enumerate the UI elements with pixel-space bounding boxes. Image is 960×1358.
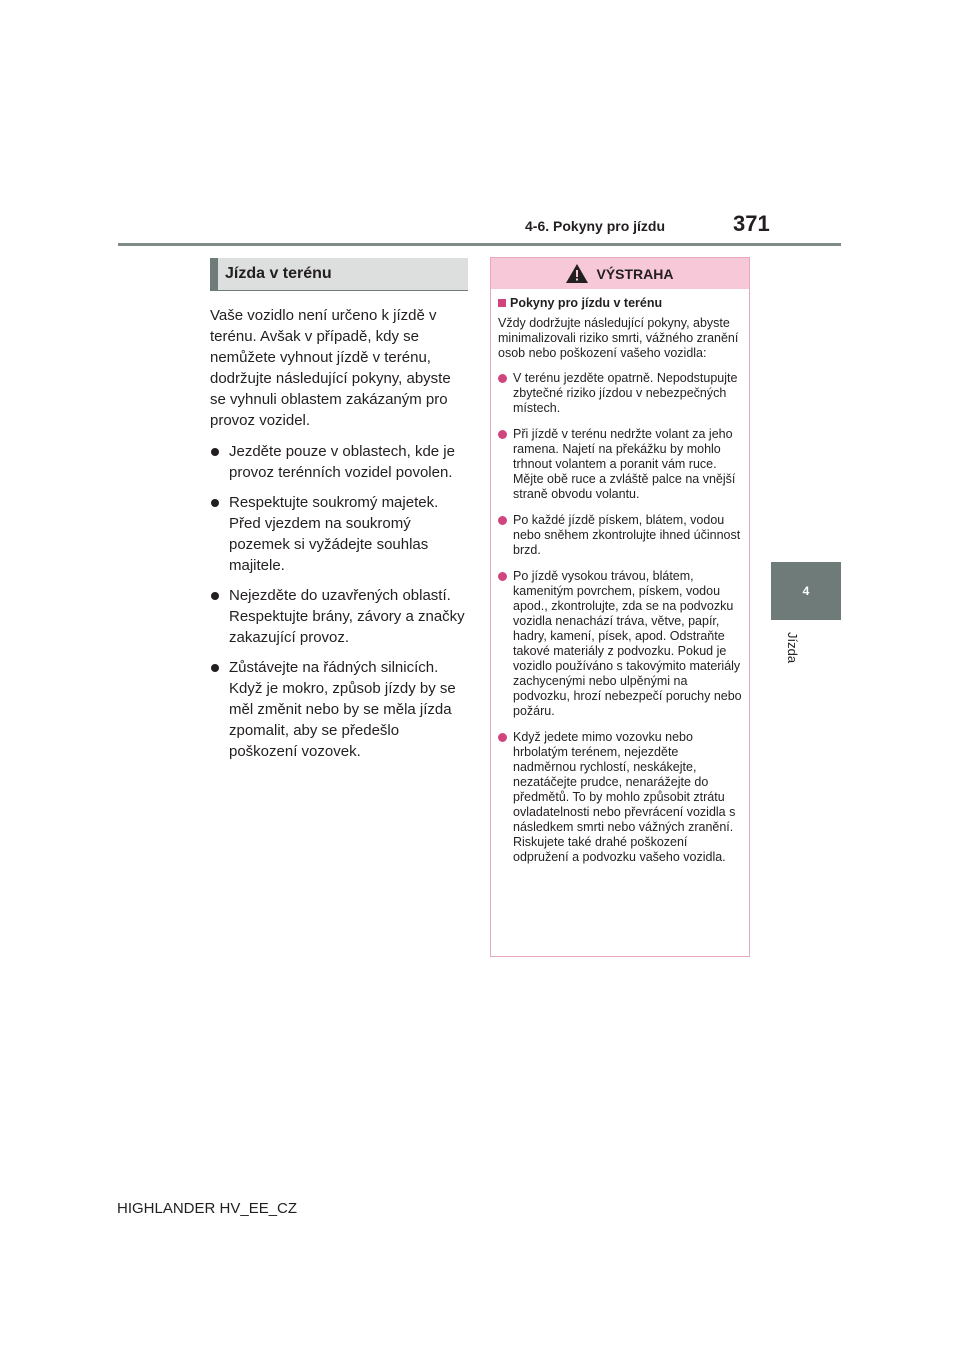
- warning-triangle-icon: [566, 264, 588, 283]
- section-title: 4-6. Pokyny pro jízdu: [525, 218, 666, 234]
- bullet-icon: [211, 448, 219, 456]
- bullet-icon: [211, 664, 219, 672]
- square-bullet-icon: [498, 299, 506, 307]
- list-item: [210, 492, 468, 576]
- section-heading: [210, 258, 468, 290]
- header-divider: [118, 243, 841, 246]
- list-item-text: Nejezděte do uzavřených oblastí. Respektujte brány, závory a značky zakazující provoz.: [229, 587, 465, 646]
- chapter-label: [782, 632, 802, 672]
- bullet-icon: [498, 374, 507, 383]
- list-item-text: Jezděte pouze v oblastech, kde je provoz terénních vozidel povolen.: [229, 443, 455, 481]
- chapter-number: 4: [802, 584, 810, 598]
- warning-box: [490, 257, 750, 957]
- warning-header: [491, 258, 749, 289]
- bullet-icon: [211, 499, 219, 507]
- list-item-text: Po jízdě vysokou trávou, blátem, kamenitým povrchem, pískem, vodou apod., zkontrolujte, zda se na podvozku vozidla nenachází tráva, větve, papír, hadry, kamení, písek, apod. Odstraňte takové materiály z podvozku. Pokud je vozidlo používáno s takovýmito materiály zachycenými nebo ulpěnými na podvozku, hrozí nebezpečí poruchy nebo požáru.: [513, 569, 742, 718]
- list-item: [498, 513, 742, 558]
- offroad-section: [210, 258, 468, 771]
- warning-title-text: Pokyny pro jízdu v terénu: [510, 296, 663, 310]
- list-item-text: V terénu jezděte opatrně. Nepodstupujte zbytečné riziko jízdou v nebezpečných místech.: [513, 371, 738, 415]
- list-item: [210, 441, 468, 483]
- list-item-text: Když jedete mimo vozovku nebo hrbolatým terénem, nejezděte nadměrnou rychlostí, neskákejte, nezatáčejte prudce, nenarážejte do předmětů. To by mohlo způsobit ztrátu ovladatelnosti nebo převrácení vozidla s následkem smrti nebo vážných zranění. Riskujete také drahé poškození odpružení a podvozku vašeho vozidla.: [513, 730, 736, 864]
- section-heading-text: Jízda v terénu: [225, 265, 332, 282]
- bullet-icon: [498, 430, 507, 439]
- list-item: [210, 585, 468, 648]
- footer-model: HIGHLANDER HV_EE_CZ: [117, 1200, 298, 1217]
- list-item-text: Zůstávejte na řádných silnicích. Když je mokro, způsob jízdy by se měl změnit nebo by se měla jízda zpomalit, aby se předešlo poškození vozovek.: [229, 659, 456, 760]
- chapter-tab[interactable]: [771, 562, 841, 620]
- list-item: [498, 569, 742, 719]
- warning-list: [498, 371, 742, 865]
- list-item: [498, 427, 742, 502]
- bullet-icon: [498, 572, 507, 581]
- list-item-text: Respektujte soukromý majetek. Před vjezdem na soukromý pozemek si vyžádejte souhlas majitele.: [229, 494, 439, 574]
- intro-paragraph: Vaše vozidlo není určeno k jízdě v terénu. Avšak v případě, kdy se nemůžete vyhnout jízdě v terénu, dodržujte následující pokyny, abyste se vyhnuli oblastem zakázaným pro provoz vozidel.: [210, 307, 451, 429]
- bullet-icon: [498, 733, 507, 742]
- list-item-text: Při jízdě v terénu nedržte volant za jeho ramena. Najetí na překážku by mohlo trhnout volantem a poranit vám ruce. Mějte obě ruce a zvláště palce na vnější straně obvodu volantu.: [513, 427, 736, 501]
- warning-body: [491, 289, 749, 865]
- chapter-label-text: Jízda: [785, 632, 800, 664]
- list-item-text: Po každé jízdě pískem, blátem, vodou nebo sněhem zkontrolujte ihned účinnost brzd.: [513, 513, 741, 557]
- bullet-icon: [211, 592, 219, 600]
- list-item: [498, 371, 742, 416]
- list-item: [498, 730, 742, 865]
- warning-intro: Vždy dodržujte následující pokyny, abyste minimalizovali riziko smrti, vážného zranění osob nebo poškození vašeho vozidla:: [498, 316, 739, 360]
- offroad-bullet-list: [210, 441, 468, 762]
- section-heading-rule: [210, 290, 468, 291]
- warning-title: [498, 295, 742, 311]
- page-number: 371: [733, 211, 770, 236]
- list-item: [210, 657, 468, 762]
- bullet-icon: [498, 516, 507, 525]
- warning-header-text: VÝSTRAHA: [596, 265, 674, 282]
